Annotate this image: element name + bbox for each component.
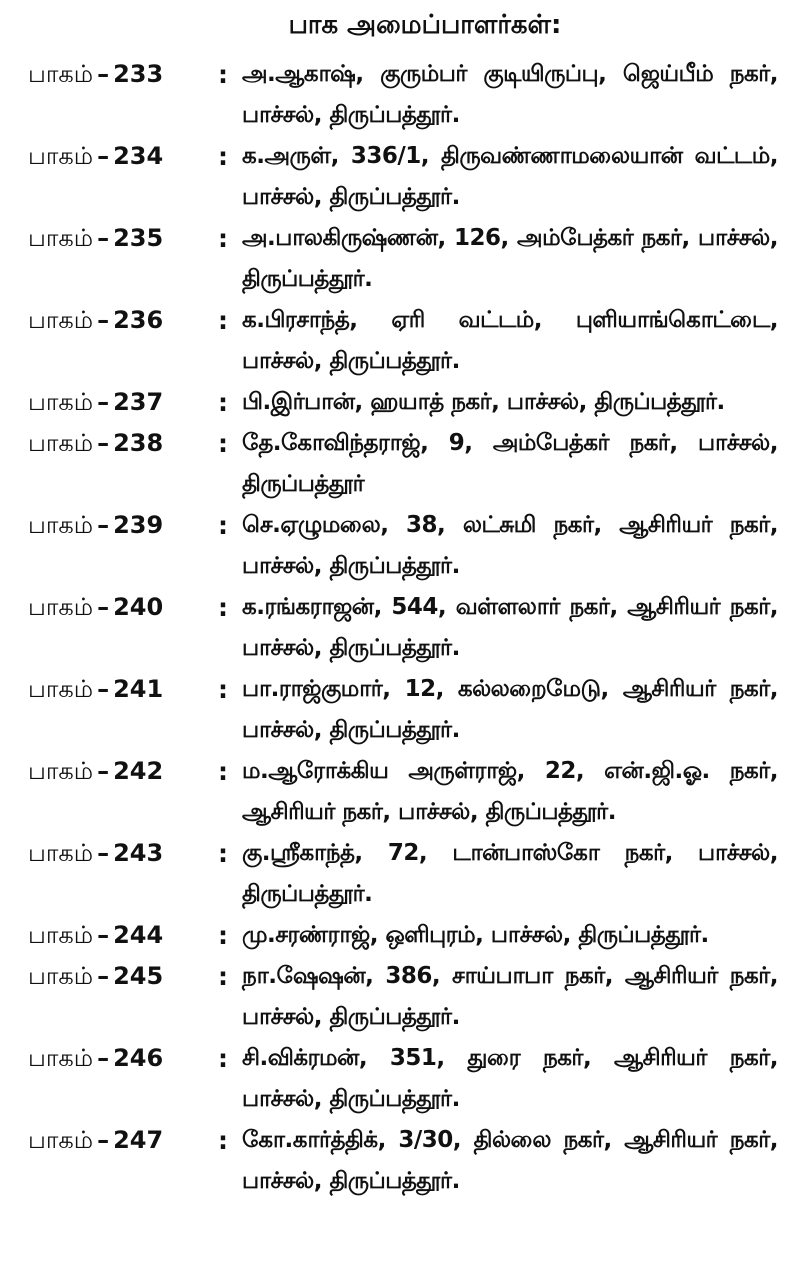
list-item bbox=[28, 136, 782, 218]
entry-label bbox=[28, 382, 218, 423]
label-dash: – bbox=[97, 306, 110, 334]
entry-number: 238 bbox=[113, 429, 164, 457]
entry-number: 234 bbox=[113, 142, 164, 170]
label-dash: – bbox=[97, 224, 110, 252]
list-item bbox=[28, 54, 782, 136]
label-dash: – bbox=[97, 921, 110, 949]
label-word: பாகம் bbox=[28, 60, 94, 88]
label-word: பாகம் bbox=[28, 962, 94, 990]
list-item bbox=[28, 915, 782, 956]
label-word: பாகம் bbox=[28, 511, 94, 539]
label-dash: – bbox=[97, 388, 110, 416]
entry-text: அ.பாலகிருஷ்ணன், 126, அம்பேத்கர் நகர், பாச்சல், திருப்பத்தூர். bbox=[242, 225, 778, 292]
entry-number: 236 bbox=[113, 306, 164, 334]
entry-text: பா.ராஜ்குமார், 12, கல்லறைமேடு, ஆசிரியர் நகர், பாச்சல், திருப்பத்தூர். bbox=[242, 676, 778, 743]
entry-colon: : bbox=[218, 142, 228, 171]
entry-text: சி.விக்ரமன், 351, துரை நகர், ஆசிரியர் நகர், பாச்சல், திருப்பத்தூர். bbox=[242, 1045, 778, 1112]
entry-text: கோ.கார்த்திக், 3/30, தில்லை நகர், ஆசிரியர் நகர், பாச்சல், திருப்பத்தூர். bbox=[242, 1127, 778, 1194]
list-item bbox=[28, 218, 782, 300]
entry-number: 237 bbox=[113, 388, 164, 416]
entry-colon: : bbox=[218, 593, 228, 622]
label-dash: – bbox=[97, 511, 110, 539]
entry-label bbox=[28, 1120, 218, 1161]
label-dash: – bbox=[97, 675, 110, 703]
label-dash: – bbox=[97, 60, 110, 88]
entry-label bbox=[28, 751, 218, 792]
entry-label bbox=[28, 423, 218, 464]
list-item bbox=[28, 423, 782, 505]
page-title: பாக அமைப்பாளர்கள்: bbox=[288, 10, 562, 40]
entry-label bbox=[28, 587, 218, 628]
entry-text: க.பிரசாந்த், ஏரி வட்டம், புளியாங்கொட்டை, பாச்சல், திருப்பத்தூர். bbox=[242, 307, 778, 374]
entry-label bbox=[28, 218, 218, 259]
list-item bbox=[28, 1120, 782, 1202]
entry-colon: : bbox=[218, 921, 228, 950]
entry-text: ம.ஆரோக்கிய அருள்ராஜ், 22, என்.ஜி.ஓ. நகர், ஆசிரியர் நகர், பாச்சல், திருப்பத்தூர். bbox=[242, 758, 778, 825]
entry-number: 244 bbox=[113, 921, 164, 949]
entry-text: கு.ஸ்ரீகாந்த், 72, டான்பாஸ்கோ நகர், பாச்சல், திருப்பத்தூர். bbox=[242, 840, 778, 907]
entry-colon: : bbox=[218, 757, 228, 786]
list-item bbox=[28, 833, 782, 915]
entry-label bbox=[28, 956, 218, 997]
entry-text: பி.இர்பான், ஹயாத் நகர், பாச்சல், திருப்பத்தூர். bbox=[242, 389, 725, 415]
entry-number: 243 bbox=[113, 839, 164, 867]
list-item bbox=[28, 382, 782, 423]
entry-list bbox=[28, 54, 782, 1202]
entry-colon: : bbox=[218, 388, 228, 417]
entry-colon: : bbox=[218, 675, 228, 704]
entry-number: 241 bbox=[113, 675, 164, 703]
list-item bbox=[28, 1038, 782, 1120]
label-word: பாகம் bbox=[28, 593, 94, 621]
label-word: பாகம் bbox=[28, 388, 94, 416]
entry-colon: : bbox=[218, 1126, 228, 1155]
label-word: பாகம் bbox=[28, 429, 94, 457]
entry-label bbox=[28, 136, 218, 177]
list-item bbox=[28, 587, 782, 669]
entry-text: செ.ஏழுமலை, 38, லட்சுமி நகர், ஆசிரியர் நகர், பாச்சல், திருப்பத்தூர். bbox=[242, 512, 778, 579]
label-dash: – bbox=[97, 1044, 110, 1072]
entry-number: 235 bbox=[113, 224, 164, 252]
entry-label bbox=[28, 505, 218, 546]
entry-number: 245 bbox=[113, 962, 164, 990]
entry-number: 233 bbox=[113, 60, 164, 88]
label-word: பாகம் bbox=[28, 224, 94, 252]
entry-text: நா.ஷேஷன், 386, சாய்பாபா நகர், ஆசிரியர் நகர், பாச்சல், திருப்பத்தூர். bbox=[242, 963, 778, 1030]
entry-label bbox=[28, 915, 218, 956]
label-word: பாகம் bbox=[28, 1126, 94, 1154]
entry-label bbox=[28, 1038, 218, 1079]
entry-text: அ.ஆகாஷ், குரும்பர் குடியிருப்பு, ஜெய்பீம் நகர், பாச்சல், திருப்பத்தூர். bbox=[242, 61, 778, 128]
list-item bbox=[28, 956, 782, 1038]
entry-text: க.ரங்கராஜன், 544, வள்ளலார் நகர், ஆசிரியர் நகர், பாச்சல், திருப்பத்தூர். bbox=[242, 594, 778, 661]
label-word: பாகம் bbox=[28, 839, 94, 867]
entry-colon: : bbox=[218, 306, 228, 335]
label-word: பாகம் bbox=[28, 306, 94, 334]
label-word: பாகம் bbox=[28, 921, 94, 949]
label-dash: – bbox=[97, 593, 110, 621]
entry-colon: : bbox=[218, 429, 228, 458]
entry-number: 247 bbox=[113, 1126, 164, 1154]
entry-colon: : bbox=[218, 60, 228, 89]
list-item bbox=[28, 505, 782, 587]
label-dash: – bbox=[97, 1126, 110, 1154]
entry-label bbox=[28, 833, 218, 874]
label-dash: – bbox=[97, 142, 110, 170]
entry-colon: : bbox=[218, 839, 228, 868]
entry-number: 246 bbox=[113, 1044, 164, 1072]
entry-label bbox=[28, 300, 218, 341]
entry-number: 242 bbox=[113, 757, 164, 785]
list-item bbox=[28, 300, 782, 382]
list-item bbox=[28, 751, 782, 833]
entry-colon: : bbox=[218, 224, 228, 253]
label-dash: – bbox=[97, 757, 110, 785]
entry-label bbox=[28, 669, 218, 710]
entry-number: 240 bbox=[113, 593, 164, 621]
label-word: பாகம் bbox=[28, 1044, 94, 1072]
entry-label bbox=[28, 54, 218, 95]
label-dash: – bbox=[97, 962, 110, 990]
entry-number: 239 bbox=[113, 511, 164, 539]
label-word: பாகம் bbox=[28, 757, 94, 785]
entry-text: தே.கோவிந்தராஜ், 9, அம்பேத்கர் நகர், பாச்சல், திருப்பத்தூர் bbox=[242, 430, 778, 497]
entry-colon: : bbox=[218, 511, 228, 540]
entry-colon: : bbox=[218, 962, 228, 991]
label-dash: – bbox=[97, 839, 110, 867]
label-word: பாகம் bbox=[28, 142, 94, 170]
entry-colon: : bbox=[218, 1044, 228, 1073]
list-item bbox=[28, 669, 782, 751]
entry-text: மு.சரண்ராஜ், ஒளிபுரம், பாச்சல், திருப்பத்தூர். bbox=[242, 922, 709, 948]
entry-text: க.அருள், 336/1, திருவண்ணாமலையான் வட்டம், பாச்சல், திருப்பத்தூர். bbox=[242, 143, 778, 210]
label-dash: – bbox=[97, 429, 110, 457]
label-word: பாகம் bbox=[28, 675, 94, 703]
